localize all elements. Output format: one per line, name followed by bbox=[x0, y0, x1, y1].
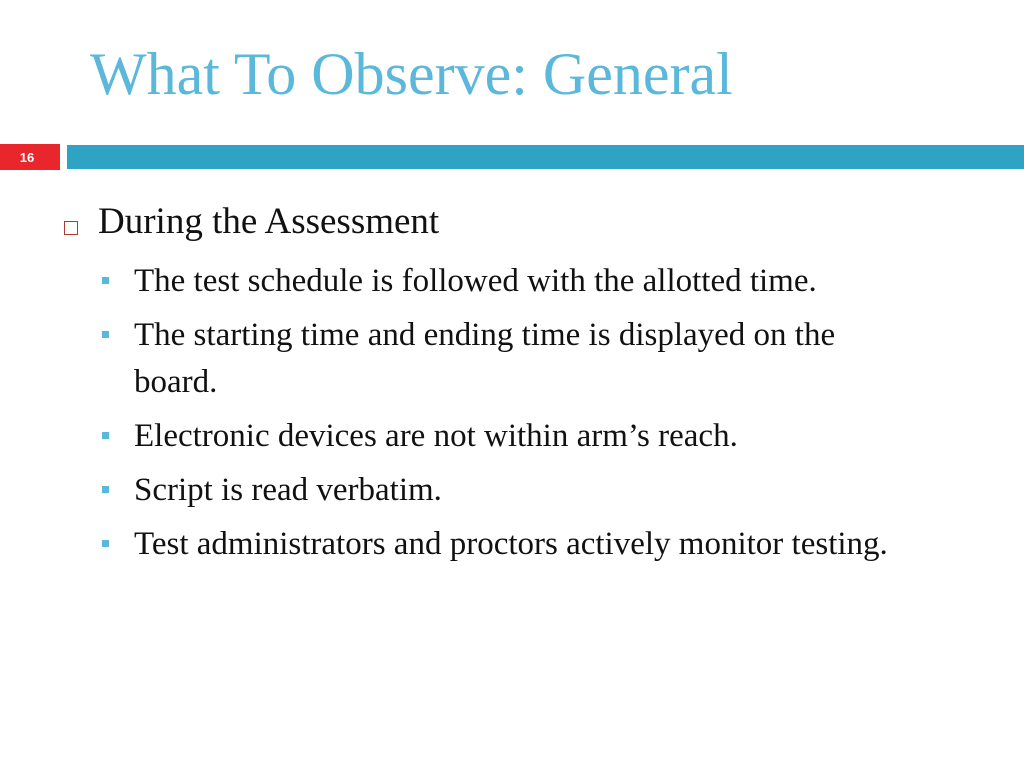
list-item-text: Script is read verbatim. bbox=[134, 472, 442, 508]
filled-square-icon bbox=[102, 540, 109, 547]
slide-number-badge bbox=[0, 144, 60, 170]
hollow-square-icon bbox=[64, 221, 78, 235]
list-item bbox=[102, 258, 960, 305]
slide-content bbox=[60, 196, 960, 575]
list-item bbox=[102, 312, 960, 406]
heading-bullet bbox=[60, 196, 960, 248]
slide-number: 16 bbox=[19, 149, 35, 165]
accent-bar bbox=[67, 145, 1024, 169]
heading-bullet-text: During the Assessment bbox=[98, 201, 440, 242]
list-item-text: The starting time and ending time is displayed on the board. bbox=[134, 317, 836, 400]
filled-square-icon bbox=[102, 432, 109, 439]
list-item-text: Test administrators and proctors actively monitor testing. bbox=[134, 526, 888, 562]
sub-bullet-list bbox=[60, 258, 960, 568]
filled-square-icon bbox=[102, 486, 109, 493]
filled-square-icon bbox=[102, 277, 109, 284]
slide-title: What To Observe: General bbox=[90, 41, 733, 107]
list-item-text: The test schedule is followed with the allotted time. bbox=[134, 263, 817, 299]
list-item bbox=[102, 521, 960, 568]
list-item bbox=[102, 413, 960, 460]
list-item bbox=[102, 467, 960, 514]
list-item-text: Electronic devices are not within arm’s reach. bbox=[134, 418, 738, 454]
filled-square-icon bbox=[102, 331, 109, 338]
